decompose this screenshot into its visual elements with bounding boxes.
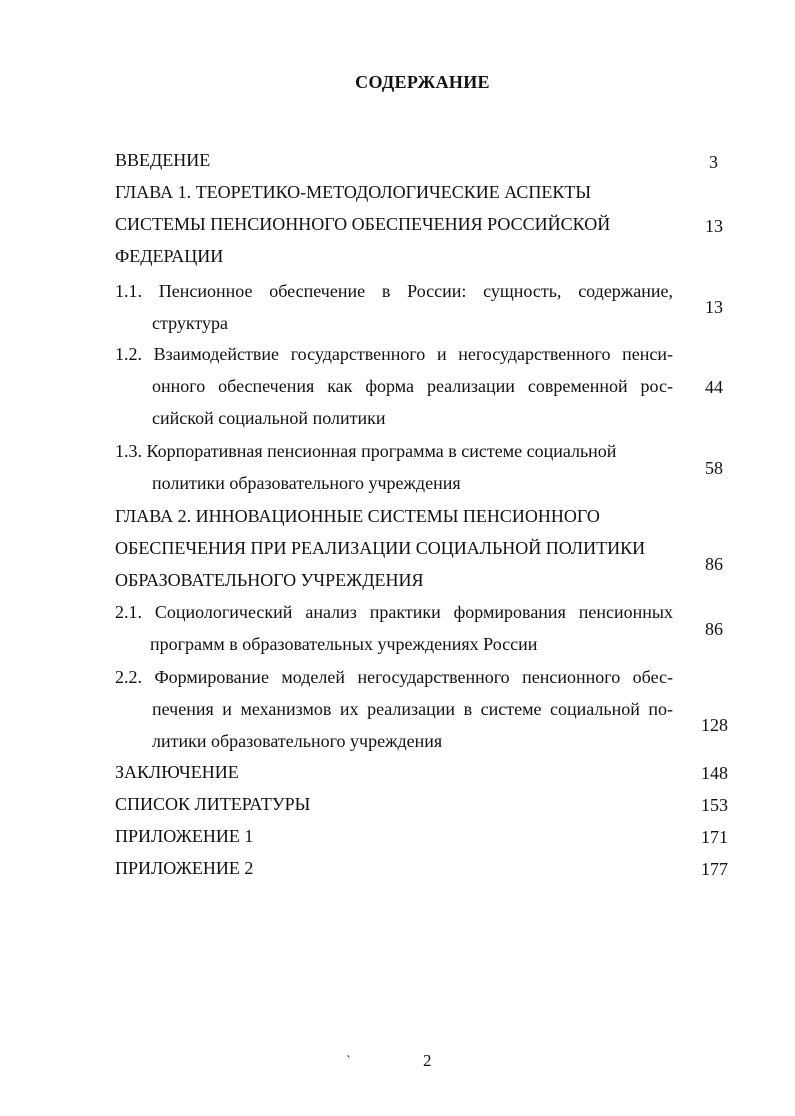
toc-entry-1-1-line-2[interactable]: структура [152,313,228,333]
toc-entry-chapter-1-line-2[interactable]: СИСТЕМЫ ПЕНСИОННОГО ОБЕСПЕЧЕНИЯ РОССИЙСКОЙ [115,214,611,234]
toc-entry-chapter-2-line-3[interactable]: ОБРАЗОВАТЕЛЬНОГО УЧРЕЖДЕНИЯ [115,570,424,590]
toc-entry-appendix-1[interactable]: ПРИЛОЖЕНИЕ 1 [115,826,254,846]
toc-entry-2-2-line-1[interactable]: 2.2. Формирование моделей негосударственного пенсионного обес- [115,667,673,687]
toc-entry-1-2-line-1[interactable]: 1.2. Взаимодействие государственного и негосударственного пенси- [115,344,673,364]
toc-entry-bibliography[interactable]: СПИСОК ЛИТЕРАТУРЫ [115,794,311,814]
page-title: СОДЕРЖАНИЕ [355,72,490,92]
toc-entry-intro[interactable]: ВВЕДЕНИЕ [115,150,211,170]
toc-page-number: 13 [705,216,723,236]
footer-page-number: 2 [423,1051,432,1070]
toc-page-number: 86 [705,619,723,639]
toc-page-number: 171 [701,827,728,847]
toc-entry-1-2-line-2[interactable]: онного обеспечения как форма реализации современной рос- [152,376,673,396]
toc-entry-2-1-line-2[interactable]: программ в образовательных учреждениях России [150,634,538,654]
toc-page-number: 177 [701,859,728,879]
toc-entry-2-1-line-1[interactable]: 2.1. Социологический анализ практики формирования пенсионных [115,602,673,622]
toc-page-number: 153 [701,795,728,815]
toc-page-number: 128 [701,715,728,735]
toc-page-number: 86 [705,554,723,574]
toc-entry-2-2-line-2[interactable]: печения и механизмов их реализации в системе социальной по- [152,699,673,719]
toc-entry-1-1-line-1[interactable]: 1.1. Пенсионное обеспечение в России: сущность, содержание, [115,281,673,301]
footer-mark: ` [346,1054,351,1069]
toc-entry-appendix-2[interactable]: ПРИЛОЖЕНИЕ 2 [115,858,254,878]
toc-entry-chapter-1-line-1[interactable]: ГЛАВА 1. ТЕОРЕТИКО-МЕТОДОЛОГИЧЕСКИЕ АСПЕКТЫ [115,182,592,202]
toc-entry-chapter-2-line-1[interactable]: ГЛАВА 2. ИННОВАЦИОННЫЕ СИСТЕМЫ ПЕНСИОННОГО [115,506,600,526]
toc-page-number: 44 [705,377,723,397]
toc-entry-1-2-line-3[interactable]: сийской социальной политики [152,408,386,428]
toc-page-number: 3 [709,152,718,172]
toc-entry-chapter-2-line-2[interactable]: ОБЕСПЕЧЕНИЯ ПРИ РЕАЛИЗАЦИИ СОЦИАЛЬНОЙ ПОЛИТИКИ [115,538,646,558]
toc-page-number: 13 [705,297,723,317]
toc-entry-2-2-line-3[interactable]: литики образовательного учреждения [152,731,443,751]
toc-entry-chapter-1-line-3[interactable]: ФЕДЕРАЦИИ [115,246,224,266]
toc-entry-conclusion[interactable]: ЗАКЛЮЧЕНИЕ [115,762,239,782]
toc-entry-1-3-line-2[interactable]: политики образовательного учреждения [152,473,461,493]
toc-entry-1-3-line-1[interactable]: 1.3. Корпоративная пенсионная программа в системе социальной [115,441,617,461]
toc-page-number: 58 [705,458,723,478]
toc-page-number: 148 [701,763,728,783]
